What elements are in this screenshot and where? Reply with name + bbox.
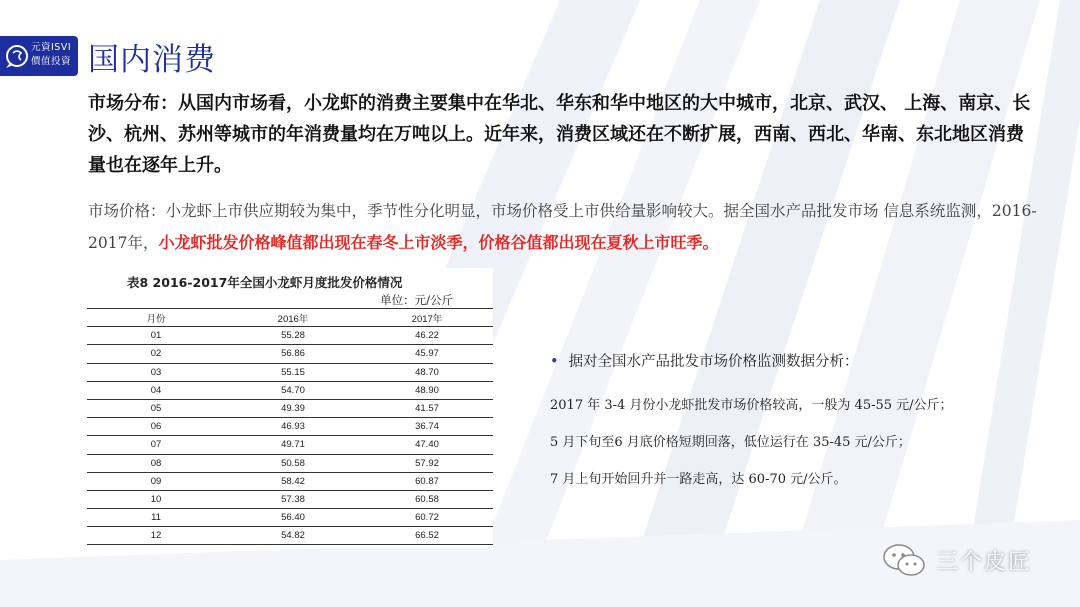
price-2016-cell: 46.93: [281, 421, 305, 433]
price-2016-cell: 54.70: [281, 384, 305, 396]
table-row: [87, 472, 493, 490]
price-table: [87, 308, 493, 545]
month-cell: 03: [150, 366, 162, 378]
price-2017-cell: 48.90: [415, 384, 439, 396]
wechat-icon: [880, 541, 928, 579]
table-row: [87, 418, 493, 436]
month-cell: 12: [150, 530, 162, 542]
table-row: [87, 436, 493, 454]
note-line: 5 月下旬至6 月底价格短期回落，低位运行在 35-45 元/公斤；: [550, 435, 911, 450]
price-2017-cell: 46.22: [415, 330, 439, 342]
price-highlight-text: 小龙虾批发价格峰值都出现在春冬上市淡季，价格谷值都出现在夏秋上市旺季。: [158, 233, 719, 252]
price-2016-cell: 49.39: [281, 403, 305, 415]
bullet-icon: •: [550, 354, 559, 370]
header-month: 月份: [146, 313, 166, 325]
table-row: [87, 509, 493, 527]
price-2017-cell: 41.57: [415, 403, 439, 415]
price-2016-cell: 56.86: [281, 348, 305, 360]
price-2017-cell: 66.52: [415, 530, 439, 542]
price-2017-cell: 45.97: [415, 348, 439, 360]
price-2017-cell: 57.92: [415, 457, 439, 469]
logo-line1: 元資ISVI: [31, 42, 72, 53]
month-cell: 08: [150, 457, 162, 469]
price-2017-cell: 60.72: [415, 512, 439, 524]
price-2017-cell: 60.58: [415, 493, 439, 505]
month-cell: 01: [150, 330, 162, 342]
price-2017-cell: 47.40: [415, 439, 439, 451]
price-2016-cell: 56.40: [281, 512, 305, 524]
table-row: [87, 327, 493, 345]
note-line: 2017 年 3-4 月份小龙虾批发市场价格较高，一般为 45-55 元/公斤；: [550, 398, 953, 413]
month-cell: 09: [150, 475, 162, 487]
market-price-text: 市场价格：小龙虾上市供应期较为集中，季节性分化明显，市场价格受上市供给量影响较大。据全国水产品批发市场 信息系统监测，2016-2017年，: [88, 202, 1037, 252]
month-cell: 05: [150, 403, 162, 415]
table-row: [87, 381, 493, 399]
brand-logo: [0, 36, 78, 76]
logo-line2: 價值投資: [31, 56, 72, 67]
notes-heading: [550, 350, 859, 371]
market-distribution-paragraph: 市场分布：从国内市场看，小龙虾的消费主要集中在华北、华东和华中地区的大中城市，北京、武汉、 上海、南京、长沙、杭州、苏州等城市的年消费量均在万吨以上。近年来，消费区域还在不断扩展，西南、西北、华南、东北地区消费量也在逐年上升。: [88, 93, 1031, 176]
month-cell: 06: [150, 421, 162, 433]
header-2017: 2017年: [411, 313, 443, 325]
watermark: [880, 538, 1032, 582]
price-table-figure: [87, 268, 493, 548]
month-cell: 04: [150, 384, 162, 396]
table-row: [87, 490, 493, 508]
price-2017-cell: 36.74: [415, 421, 439, 433]
notes-heading-text: 据对全国水产品批发市场价格监测数据分析：: [568, 354, 859, 370]
month-cell: 07: [150, 439, 162, 451]
price-2016-cell: 55.28: [281, 330, 305, 342]
price-2017-cell: 48.70: [415, 366, 439, 378]
price-2017-cell: 60.87: [415, 475, 439, 487]
table-row: [87, 345, 493, 363]
table-unit: 单位：元/公斤: [380, 293, 453, 307]
month-cell: 11: [151, 512, 161, 524]
month-cell: 10: [150, 493, 162, 505]
price-2016-cell: 55.15: [281, 366, 305, 378]
price-2016-cell: 49.71: [281, 439, 305, 451]
price-2016-cell: 58.42: [281, 475, 305, 487]
note-line: 7 月上旬开始回升并一路走高，达 60-70 元/公斤。: [550, 472, 847, 487]
price-2016-cell: 50.58: [281, 457, 305, 469]
table-title: 表8 2016-2017年全国小龙虾月度批发价格情况: [127, 275, 403, 290]
market-price-paragraph: [88, 196, 1038, 259]
table-header-row: [87, 309, 493, 327]
table-row: [87, 527, 493, 545]
table-row: [87, 363, 493, 381]
logo-mark-icon: [4, 42, 30, 70]
header-2016: 2016年: [277, 313, 309, 325]
month-cell: 02: [150, 348, 162, 360]
price-2016-cell: 54.82: [281, 530, 305, 542]
page-title: 国内消费: [88, 42, 216, 78]
table-row: [87, 454, 493, 472]
watermark-text: 三个皮匠: [936, 549, 1033, 575]
table-row: [87, 399, 493, 417]
price-2016-cell: 57.38: [281, 493, 305, 505]
